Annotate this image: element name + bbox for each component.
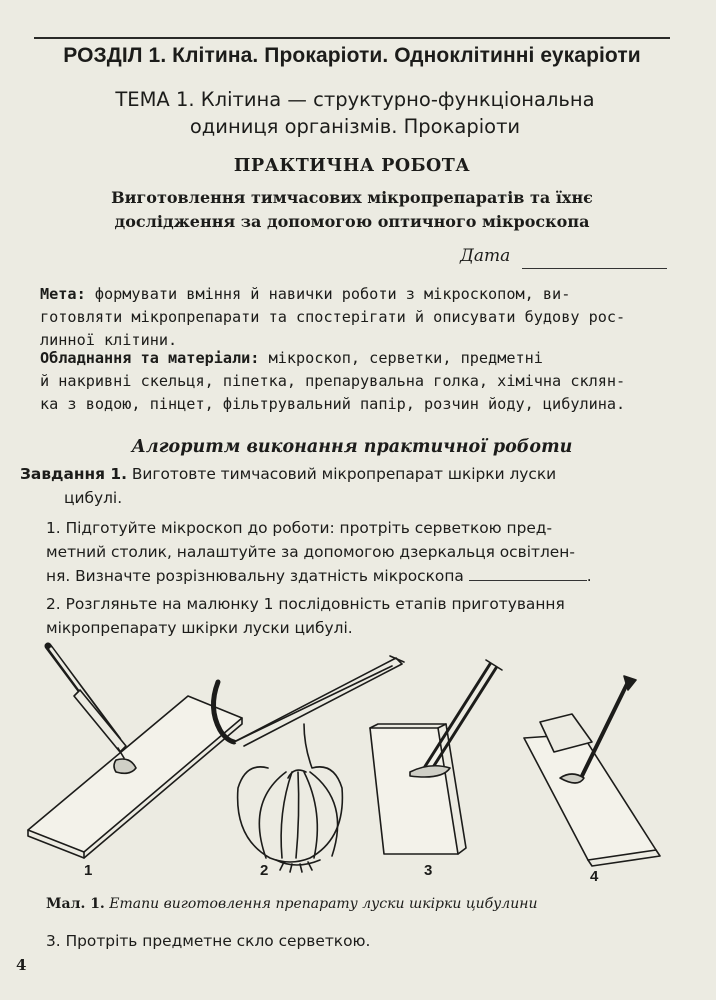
section-title: РОЗДІЛ 1. Клітина. Прокаріоти. Одноклітинні еукаріоти — [63, 44, 641, 67]
task-1 — [20, 462, 668, 510]
task-1-line-2: цибулі. — [64, 489, 123, 507]
practical-work-heading: ПРАКТИЧНА РОБОТА — [233, 156, 471, 176]
equipment-label: Обладнання та матеріали: — [40, 349, 260, 367]
step-1-line-3: ня. Визначте розрізнювальну здатність мікроскопа — [46, 567, 464, 585]
figure-caption — [46, 896, 666, 912]
step-2-line-2: мікропрепарату шкірки луски цибулі. — [46, 619, 353, 637]
figure-1 — [20, 640, 700, 890]
resolution-blank-line — [469, 566, 587, 581]
stage-3-number: 3 — [424, 862, 433, 879]
equipment-line-2: й накривні скельця, піпетка, препарувальна голка, хімічна склян- — [40, 372, 626, 390]
topic-line-2: одиниця організмів. Прокаріоти — [189, 115, 521, 138]
equipment-line-1: мікроскоп, серветки, предметні — [259, 349, 543, 367]
figure-1-drawing — [20, 640, 700, 890]
stage-2-number: 2 — [260, 862, 269, 879]
caption-text: Етапи виготовлення препарату луски шкірки цибулини — [109, 896, 538, 912]
work-title-line-2: дослідження за допомогою оптичного мікроскопа — [114, 212, 590, 231]
goal-paragraph — [40, 283, 668, 352]
step-2 — [46, 592, 670, 640]
step-1-line-2: метний столик, налаштуйте за допомогою дзеркальця освітлен- — [46, 543, 575, 561]
stage-1-slide-with-pipette — [28, 646, 242, 858]
stage-4-slide-with-cover-glass — [524, 676, 660, 866]
stage-1-number: 1 — [84, 862, 93, 879]
equipment-paragraph — [40, 347, 668, 416]
date-blank-line — [522, 268, 667, 269]
step-1-end: . — [586, 567, 592, 585]
algorithm-heading: Алгоритм виконання практичної роботи — [131, 437, 573, 457]
stage-3-slide-with-needle — [370, 660, 502, 854]
topic-title — [40, 86, 670, 140]
stage-4-number: 4 — [590, 868, 599, 885]
date-label: Дата — [460, 246, 511, 266]
task-1-label: Завдання 1. — [20, 465, 127, 483]
top-rule — [34, 37, 670, 39]
work-title-line-1: Виготовлення тимчасових мікропрепаратів та їхнє — [111, 188, 593, 207]
step-3: 3. Протріть предметне скло серветкою. — [46, 932, 371, 950]
goal-line-3: линної клітини. — [40, 331, 178, 349]
work-title — [34, 186, 670, 234]
page-number: 4 — [16, 956, 27, 974]
step-2-line-1: 2. Розгляньте на малюнку 1 послідовність етапів приготування — [46, 595, 565, 613]
topic-line-1: ТЕМА 1. Клітина — структурно-функціональна — [115, 88, 595, 111]
goal-label: Мета: — [40, 285, 86, 303]
step-1-line-1: 1. Підготуйте мікроскоп до роботи: протріть серветкою пред- — [46, 519, 553, 537]
goal-line-1: формувати вміння й навички роботи з мікроскопом, ви- — [85, 285, 571, 303]
equipment-line-3: ка з водою, пінцет, фільтрувальний папір, розчин йоду, цибулина. — [40, 395, 626, 413]
caption-label: Мал. 1. — [46, 896, 105, 912]
goal-line-2: готовляти мікропрепарати та спостерігати й описувати будову рос- — [40, 308, 626, 326]
task-1-line-1: Виготовте тимчасовий мікропрепарат шкірки луски — [126, 465, 557, 483]
step-1 — [46, 516, 670, 588]
